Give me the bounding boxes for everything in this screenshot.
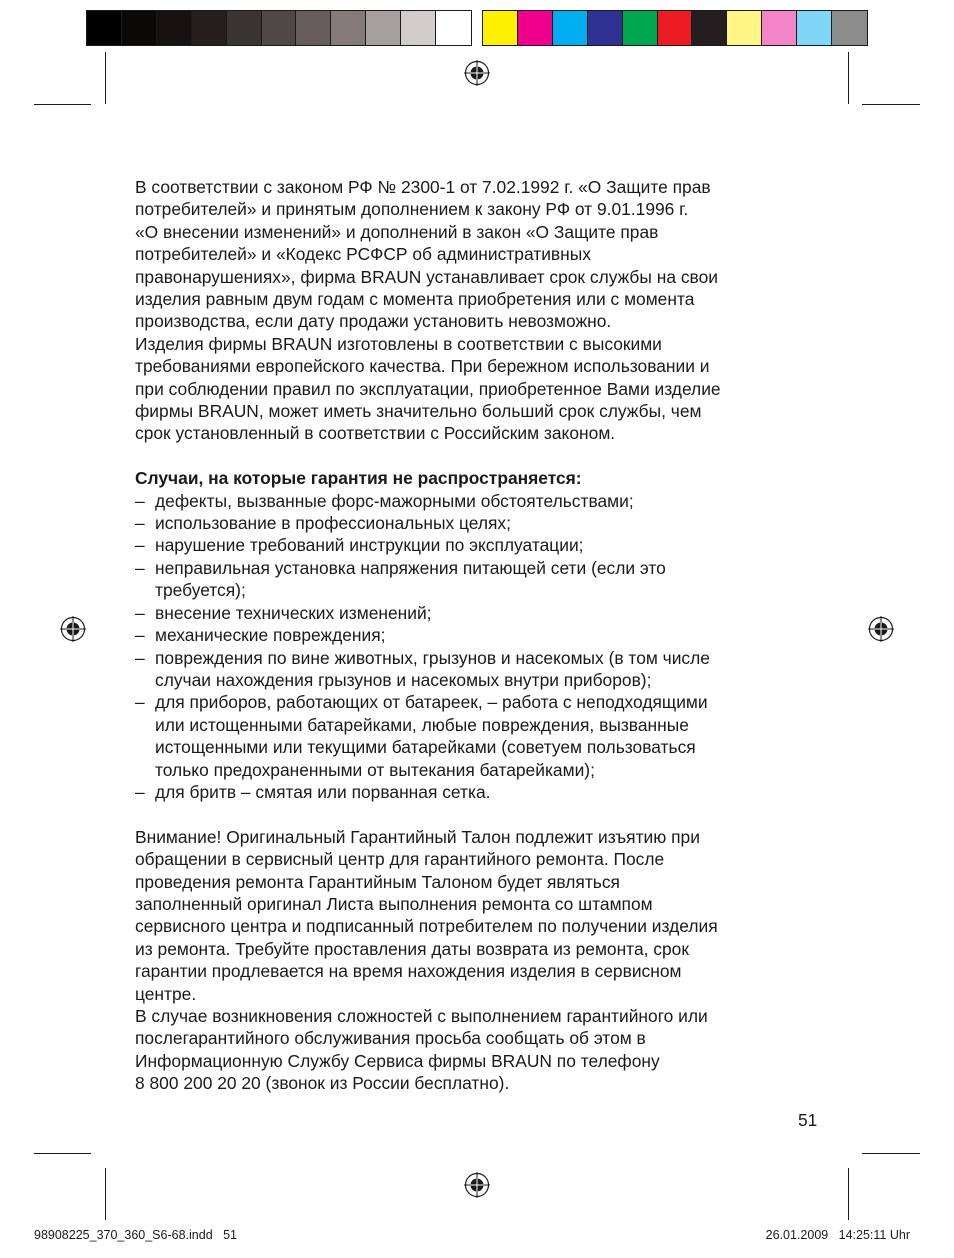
text-line: из ремонта. Требуйте проставления даты возврата из ремонта, срок [135,938,689,959]
list-item [135,691,825,781]
text-line: – неправильная установка напряжения питающей сети (если это [155,557,666,578]
color-swatch [296,11,331,45]
registration-mark-icon [464,1172,490,1198]
text-line: изделия равным двум годам с момента приобретения или с момента [135,289,695,310]
service-life-paragraph [135,176,825,333]
quality-paragraph [135,333,825,445]
list-item [135,647,825,692]
crop-mark [105,1168,106,1220]
text-line: Информационную Службу Сервиса фирмы BRAUN по телефону [135,1050,660,1071]
exclusions-list [135,490,825,804]
list-item [135,602,825,624]
list-item [135,781,825,803]
crop-mark [34,1153,91,1154]
text-line: гарантии продлевается на время нахождения изделия в сервисном [135,961,682,982]
text-line: потребителей» и принятым дополнением к закону РФ от 9.01.1996 г. [135,199,689,220]
color-swatch [727,11,762,45]
crop-mark [862,104,920,105]
color-swatch [157,11,192,45]
list-item [135,490,825,512]
text-line: фирмы BRAUN, может иметь значительно больший срок службы, чем [135,401,702,422]
text-line: сервисного центра и подписанный потребителем по получении изделия [135,916,718,937]
crop-mark [862,1153,920,1154]
color-swatch [797,11,832,45]
registration-mark-icon [868,616,894,642]
text-line: – использование в профессиональных целях; [155,513,511,534]
list-item [135,512,825,534]
text-line: потребителей» и «Кодекс РСФСР об административных [135,244,591,265]
text-line: правонарушениях», фирма BRAUN устанавливает срок службы на свои [135,266,718,287]
text-line: обращении в сервисный центр для гарантийного ремонта. После [135,849,665,870]
color-swatch [692,11,727,45]
text-line: требуется); [155,580,246,601]
text-line: случаи нахождения грызунов и насекомых внутри приборов); [155,669,652,690]
crop-mark [848,52,849,104]
text-line: В соответствии с законом РФ № 2300-1 от 7.02.1992 г. «О Защите прав [135,177,711,197]
text-line: центре. [135,983,197,1004]
color-swatch [122,11,157,45]
color-swatch [588,11,623,45]
crop-mark [848,1168,849,1220]
list-item [135,534,825,556]
list-item [135,557,825,602]
text-line: В случае возникновения сложностей с выполнением гарантийного или [135,1006,708,1026]
text-line: при соблюдении правил по эксплуатации, приобретенное Вами изделие [135,378,721,399]
color-swatch [623,11,658,45]
grayscale-color-bar [86,10,472,46]
text-line: – для приборов, работающих от батареек, – работа с неподходящими [155,692,708,713]
text-line: требованиями европейского качества. При бережном использовании и [135,356,710,377]
text-line: или истощенными батарейками, любые повреждения, вызванные [155,714,689,735]
color-swatch [658,11,693,45]
text-line: заполненный оригинал Листа выполнения ремонта со штампом [135,893,653,914]
text-line: – для бритв – смятая или порванная сетка. [155,781,491,802]
text-line: проведения ремонта Гарантийным Талоном будет являться [135,871,620,892]
warranty-coupon-paragraph [135,826,825,1005]
footer-timestamp: 26.01.2009 14:25:11 Uhr [765,1228,910,1242]
color-swatch [262,11,297,45]
text-line: – механические повреждения; [155,625,386,646]
footer-file-info: 98908225_370_360_S6-68.indd 51 [34,1228,237,1242]
registration-mark-icon [464,60,490,86]
color-swatch [366,11,401,45]
color-swatch [553,11,588,45]
color-swatch [832,11,867,45]
color-swatch [436,11,471,45]
color-swatch [401,11,436,45]
text-line: послегарантийного обслуживания просьба сообщать об этом в [135,1028,646,1049]
page-number: 51 [798,1110,818,1130]
crop-mark [105,52,106,104]
crop-mark [34,104,91,105]
text-line: – внесение технических изменений; [155,602,432,623]
exclusions-heading: Случаи, на которые гарантия не распространяется: [135,468,582,489]
color-swatch [518,11,553,45]
service-contact-paragraph [135,1005,825,1095]
registration-mark-icon [60,616,86,642]
color-swatch [762,11,797,45]
text-line: только предохраненными от вытекания батарейками); [155,759,595,780]
process-color-bar [482,10,868,46]
color-swatch [227,11,262,45]
text-line: – нарушение требований инструкции по эксплуатации; [155,535,584,556]
text-line: Изделия фирмы BRAUN изготовлены в соответствии с высокими [135,333,662,354]
color-swatch [331,11,366,45]
color-swatch [87,11,122,45]
text-line: – дефекты, вызванные форс-мажорными обстоятельствами; [155,490,634,511]
text-line: производства, если дату продажи установить невозможно. [135,311,612,332]
text-line: – повреждения по вине животных, грызунов и насекомых (в том числе [155,647,710,668]
warranty-text [135,176,825,1095]
text-line: срок установленный в соответствии с Российским законом. [135,423,616,444]
color-swatch [483,11,518,45]
text-line: истощенными или текущими батарейками (советуем пользоваться [155,737,696,758]
list-item [135,624,825,646]
text-line: Внимание! Оригинальный Гарантийный Талон подлежит изъятию при [135,826,700,847]
color-swatch [192,11,227,45]
text-line: «О внесении изменений» и дополнений в закон «О Защите прав [135,221,659,242]
text-line: 8 800 200 20 20 (звонок из России бесплатно). [135,1073,510,1094]
